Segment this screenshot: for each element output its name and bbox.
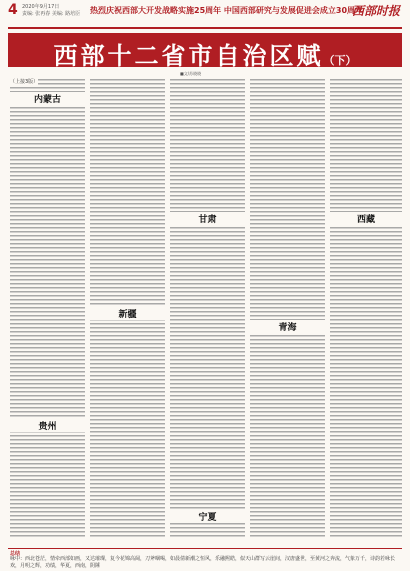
section-heading: 宁夏 <box>170 510 245 523</box>
column-1 <box>10 78 85 537</box>
column-4 <box>250 78 325 537</box>
body-text-lines <box>170 78 245 537</box>
page-number: 4 <box>8 2 18 18</box>
header-banner: 热烈庆祝西部大开发战略实施25周年 中国西部研究与发展促进会成立30周年 <box>90 6 364 15</box>
section-heading: 甘肃 <box>170 212 245 225</box>
section-heading: 新疆 <box>90 307 165 320</box>
column-5 <box>330 78 402 537</box>
body-text-lines <box>250 78 325 537</box>
page-header <box>0 0 410 28</box>
column-3 <box>170 78 245 537</box>
article-title <box>8 36 402 71</box>
column-2 <box>90 78 165 537</box>
body-text-lines <box>10 78 85 537</box>
article-title-suffix: （下） <box>323 54 357 67</box>
masthead-logo: 西部时报 <box>351 4 400 18</box>
body-text-lines <box>330 78 402 537</box>
title-band <box>8 33 402 70</box>
section-heading: 贵州 <box>10 419 85 432</box>
byline: ■文/苏晓晓 <box>180 71 202 76</box>
summary-box <box>8 548 402 571</box>
section-heading: 西藏 <box>330 212 402 225</box>
section-heading: 内蒙古 <box>10 92 85 105</box>
section-heading: 青海 <box>250 320 325 333</box>
summary-text: 咏中：西北苍茫，情牵西部如画，又达璀璨，复今花锦高阔，刀斧咽喝，如晨倩新潮之恒风，乐融熙皓，似天山群写云崖间，汉唐盛世，至黄河之奔流，气象万千，诗韵若咏长欢，月明之辉，功绩，华夏，西南，阴陲 <box>10 556 396 569</box>
date-line: 2020年9月17日 <box>22 4 60 10</box>
editor-line: 责编: 张再春 美编: 路培臣 <box>22 11 81 17</box>
date-info <box>22 4 80 18</box>
summary-title: 总结 <box>10 551 21 557</box>
article-title-text: 西部十二省市自治区赋 <box>53 42 324 70</box>
header-rule <box>8 27 402 29</box>
intro-note: （上接3版） <box>10 79 39 85</box>
